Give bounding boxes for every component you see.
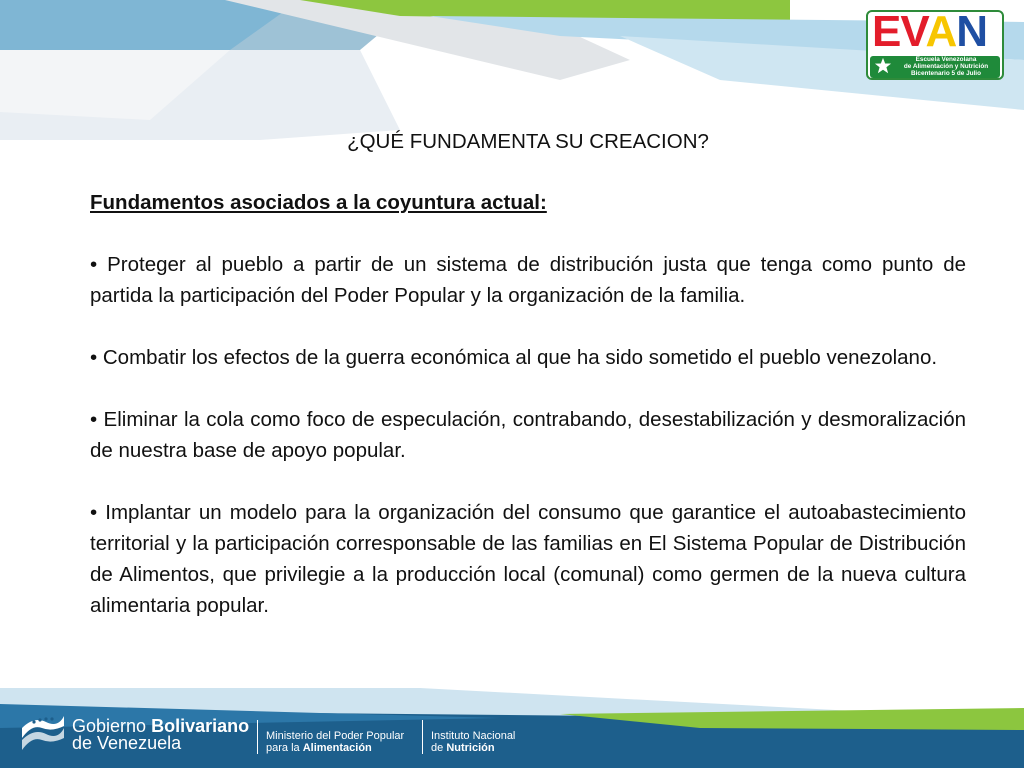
footer bbox=[0, 694, 1024, 768]
slide-title: ¿QUÉ FUNDAMENTA SU CREACION? bbox=[347, 130, 709, 153]
venezuela-flag-icon bbox=[20, 706, 66, 756]
footer-divider bbox=[422, 720, 423, 754]
government-name: Gobierno Bolivariano de Venezuela bbox=[72, 716, 250, 753]
logo-letter: N bbox=[956, 10, 988, 56]
ministry-name: Ministerio del Poder Popular para la Alimentación bbox=[266, 730, 405, 754]
institute-name: Instituto Nacional de Nutrición bbox=[431, 730, 516, 754]
logo-letter: E bbox=[872, 10, 901, 56]
evan-logo bbox=[866, 10, 1004, 80]
logo-word: EVAN bbox=[872, 10, 987, 56]
logo-line-subject: de Alimentación y Nutrición bbox=[903, 63, 989, 70]
section-heading: Fundamentos asociados a la coyuntura actual: bbox=[90, 191, 547, 214]
footer-divider bbox=[257, 720, 258, 754]
logo-letter: A bbox=[925, 10, 957, 56]
bullet-item-proteger: • Proteger al pueblo a partir de un sistema de distribución justa que tenga como punto de partida la participación del Poder Popular y la organización de la familia. bbox=[90, 253, 966, 307]
logo-band bbox=[870, 56, 1000, 78]
bullet-item-combatir: • Combatir los efectos de la guerra económica al que ha sido sometido el pueblo venezolano. bbox=[90, 346, 938, 369]
star-icon bbox=[874, 57, 892, 75]
slide-content bbox=[90, 126, 966, 652]
logo-letter: V bbox=[900, 10, 926, 56]
bullet-item-implantar: • Implantar un modelo para la organización del consumo que garantice el autoabastecimiento territorial y la participación corresponsable de las familias en El Sistema Popular de Distribución de Alimentos, que privilegie a la producción local (comunal) como germen de la nueva cultura alimentaria popular. bbox=[90, 501, 966, 617]
bullet-item-eliminar: • Eliminar la cola como foco de especulación, contrabando, desestabilización y desmoralización de nuestra base de apoyo popular. bbox=[90, 408, 966, 462]
logo-line-school: Escuela Venezolana bbox=[915, 56, 977, 63]
logo-line-bicentenario: Bicentenario 5 de Julio bbox=[911, 70, 981, 77]
